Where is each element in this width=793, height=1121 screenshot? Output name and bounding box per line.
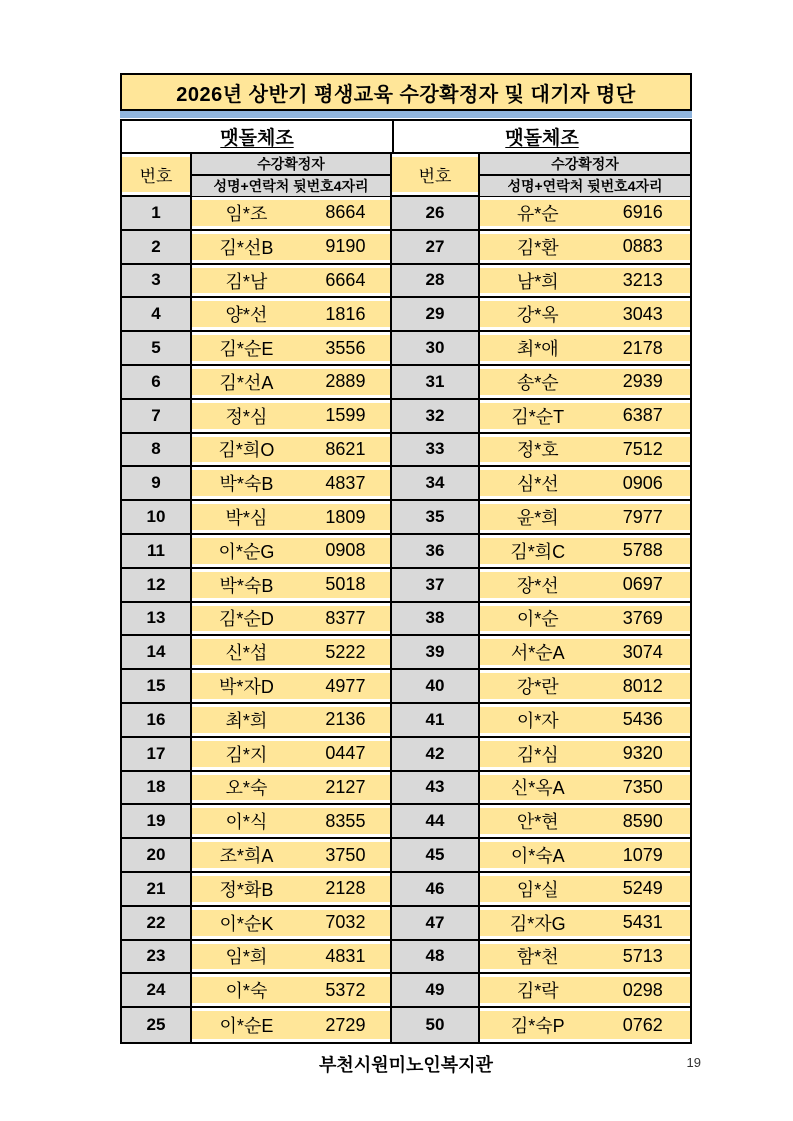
entry-highlight xyxy=(480,470,690,496)
attendee-phone-digits: 2178 xyxy=(622,337,663,358)
row-entry-cell xyxy=(192,332,392,364)
row-number-cell: 22 xyxy=(122,907,192,939)
organization-footer: 부천시원미노인복지관 xyxy=(319,1055,493,1075)
row-entry-cell xyxy=(192,738,392,770)
attendee-phone-digits: 1079 xyxy=(622,844,663,865)
roster-table xyxy=(120,119,692,1044)
attendee-phone-digits: 4977 xyxy=(325,675,366,696)
attendee-name: 이*자 xyxy=(516,710,559,731)
attendee-name: 임*조 xyxy=(225,203,268,224)
entry-highlight xyxy=(480,808,690,834)
row-number-cell: 19 xyxy=(122,805,192,837)
table-row xyxy=(122,434,690,468)
attendee-phone-digits: 5713 xyxy=(622,945,663,966)
attendee-name: 장*선 xyxy=(516,575,559,596)
row-entry-cell xyxy=(480,1008,690,1042)
attendee-phone-digits: 3556 xyxy=(325,337,366,358)
attendee-phone-digits: 3074 xyxy=(622,641,663,662)
row-entry-cell xyxy=(192,501,392,533)
entry-highlight xyxy=(192,842,390,868)
table-row xyxy=(122,704,690,738)
attendee-name: 심*선 xyxy=(516,474,559,495)
row-entry-cell xyxy=(192,1008,392,1042)
attendee-name: 김*선B xyxy=(219,237,274,258)
attendee-phone-digits: 5018 xyxy=(325,574,366,595)
attendee-phone-digits: 2889 xyxy=(325,371,366,392)
row-number-cell: 49 xyxy=(392,974,480,1006)
row-number-cell: 48 xyxy=(392,941,480,973)
row-number-cell: 38 xyxy=(392,603,480,635)
row-number-cell: 36 xyxy=(392,535,480,567)
attendee-phone-digits: 1599 xyxy=(325,405,366,426)
row-entry-cell xyxy=(480,941,690,973)
attendee-phone-digits: 3213 xyxy=(622,269,663,290)
row-entry-cell xyxy=(480,231,690,263)
row-number-cell: 33 xyxy=(392,434,480,466)
column-header-row xyxy=(122,154,690,197)
row-number-cell: 2 xyxy=(122,231,192,263)
attendee-phone-digits: 3043 xyxy=(622,303,663,324)
row-entry-cell xyxy=(192,400,392,432)
entry-highlight xyxy=(192,775,390,801)
row-entry-cell xyxy=(480,636,690,668)
row-number-cell: 11 xyxy=(122,535,192,567)
entry-highlight xyxy=(192,1011,390,1039)
entry-highlight xyxy=(480,977,690,1003)
row-number-cell: 44 xyxy=(392,805,480,837)
row-number-cell: 14 xyxy=(122,636,192,668)
attendee-phone-digits: 8012 xyxy=(622,675,663,696)
row-entry-cell xyxy=(480,400,690,432)
page-number: 19 xyxy=(686,1055,701,1070)
entry-highlight xyxy=(192,741,390,767)
attendee-name: 서*순A xyxy=(510,643,565,664)
entry-highlight xyxy=(480,741,690,767)
course-name-label: 맷돌체조 xyxy=(220,128,294,149)
attendee-name: 이*숙 xyxy=(225,981,268,1002)
table-row xyxy=(122,298,690,332)
row-entry-cell xyxy=(192,704,392,736)
row-number-cell: 12 xyxy=(122,569,192,601)
attendee-phone-digits: 5788 xyxy=(622,540,663,561)
row-number-cell: 10 xyxy=(122,501,192,533)
attendee-name: 김*환 xyxy=(516,237,559,258)
row-entry-cell xyxy=(192,873,392,905)
entry-highlight xyxy=(480,775,690,801)
row-entry-cell xyxy=(192,974,392,1006)
entry-highlight xyxy=(480,842,690,868)
row-entry-cell xyxy=(192,298,392,330)
attendee-name: 김*락 xyxy=(516,981,559,1002)
table-row xyxy=(122,772,690,806)
attendee-name: 정*호 xyxy=(516,440,559,461)
row-number-cell: 34 xyxy=(392,467,480,499)
row-entry-cell xyxy=(480,366,690,398)
entry-highlight xyxy=(480,504,690,530)
attendee-phone-digits: 0697 xyxy=(622,574,663,595)
attendee-phone-digits: 8377 xyxy=(325,607,366,628)
table-row xyxy=(122,839,690,873)
entry-highlight xyxy=(192,639,390,665)
entry-highlight xyxy=(480,606,690,632)
attendee-phone-digits: 7512 xyxy=(622,438,663,459)
attendee-phone-digits: 5222 xyxy=(325,641,366,662)
row-entry-cell xyxy=(480,603,690,635)
document-title: 2026년 상반기 평생교육 수강확정자 및 대기자 명단 xyxy=(120,73,692,111)
attendee-name: 송*순 xyxy=(516,372,559,393)
attendee-name: 조*희A xyxy=(219,846,274,867)
entry-highlight xyxy=(480,707,690,733)
row-number-cell: 50 xyxy=(392,1008,480,1042)
row-entry-cell xyxy=(480,501,690,533)
attendee-name: 신*섭 xyxy=(225,643,268,664)
course-name-label: 맷돌체조 xyxy=(505,128,579,149)
attendee-phone-digits: 8355 xyxy=(325,810,366,831)
attendee-phone-digits: 5249 xyxy=(622,878,663,899)
attendee-name: 오*숙 xyxy=(225,778,268,799)
course-name-left xyxy=(122,121,394,152)
number-column-header-right xyxy=(392,154,480,195)
entry-highlight xyxy=(480,268,690,294)
row-number-cell: 26 xyxy=(392,197,480,229)
attendee-name: 임*실 xyxy=(516,879,559,900)
table-row xyxy=(122,1008,690,1042)
row-number-cell: 37 xyxy=(392,569,480,601)
table-row xyxy=(122,636,690,670)
attendee-name: 김*남 xyxy=(225,271,268,292)
roster-document xyxy=(120,73,692,1044)
entry-highlight xyxy=(192,437,390,463)
entry-highlight xyxy=(192,977,390,1003)
attendee-phone-digits: 8664 xyxy=(325,202,366,223)
entry-highlight xyxy=(192,808,390,834)
row-entry-cell xyxy=(480,535,690,567)
row-number-cell: 31 xyxy=(392,366,480,398)
row-number-cell: 29 xyxy=(392,298,480,330)
table-row xyxy=(122,569,690,603)
row-number-cell: 46 xyxy=(392,873,480,905)
row-number-cell: 16 xyxy=(122,704,192,736)
attendee-name: 최*희 xyxy=(225,710,268,731)
attendee-phone-digits: 9190 xyxy=(325,236,366,257)
row-entry-cell xyxy=(480,197,690,229)
table-body xyxy=(122,197,690,1042)
table-row xyxy=(122,907,690,941)
attendee-name: 김*선A xyxy=(219,372,274,393)
attendee-phone-digits: 3769 xyxy=(622,607,663,628)
row-entry-cell xyxy=(480,738,690,770)
row-entry-cell xyxy=(480,873,690,905)
attendee-phone-digits: 2128 xyxy=(325,878,366,899)
course-header-row xyxy=(122,121,690,154)
attendee-name: 이*식 xyxy=(225,812,268,833)
attendee-name: 안*현 xyxy=(516,812,559,833)
row-entry-cell xyxy=(192,231,392,263)
entry-highlight xyxy=(480,572,690,598)
attendee-phone-digits: 7032 xyxy=(325,912,366,933)
entry-highlight xyxy=(480,639,690,665)
row-number-cell: 30 xyxy=(392,332,480,364)
row-number-cell: 39 xyxy=(392,636,480,668)
entry-highlight xyxy=(192,200,390,226)
attendee-name: 박*숙B xyxy=(219,575,274,596)
table-row xyxy=(122,197,690,231)
table-row xyxy=(122,873,690,907)
row-entry-cell xyxy=(480,298,690,330)
entry-highlight xyxy=(480,301,690,327)
attendee-phone-digits: 0908 xyxy=(325,540,366,561)
entry-highlight xyxy=(480,910,690,936)
table-row xyxy=(122,332,690,366)
attendee-phone-digits: 2729 xyxy=(325,1014,366,1035)
row-entry-cell xyxy=(192,772,392,804)
entry-highlight xyxy=(192,707,390,733)
row-number-cell: 40 xyxy=(392,670,480,702)
row-number-cell: 5 xyxy=(122,332,192,364)
title-accent-band xyxy=(120,111,692,118)
row-number-cell: 20 xyxy=(122,839,192,871)
attendee-phone-digits: 9320 xyxy=(622,743,663,764)
attendee-name: 함*천 xyxy=(516,947,559,968)
row-entry-cell xyxy=(480,670,690,702)
attendee-name: 이*순E xyxy=(219,1016,274,1037)
row-entry-cell xyxy=(192,535,392,567)
entry-highlight xyxy=(192,944,390,970)
row-number-cell: 27 xyxy=(392,231,480,263)
entry-highlight xyxy=(480,200,690,226)
row-number-cell: 18 xyxy=(122,772,192,804)
row-number-cell: 7 xyxy=(122,400,192,432)
row-entry-cell xyxy=(192,907,392,939)
table-row xyxy=(122,366,690,400)
entry-highlight xyxy=(480,673,690,699)
entry-highlight xyxy=(480,876,690,902)
attendee-name: 임*희 xyxy=(225,947,268,968)
attendee-name: 김*지 xyxy=(225,744,268,765)
entry-highlight xyxy=(192,538,390,564)
row-number-cell: 8 xyxy=(122,434,192,466)
table-row xyxy=(122,535,690,569)
attendee-phone-digits: 0298 xyxy=(622,979,663,1000)
row-number-cell: 6 xyxy=(122,366,192,398)
row-entry-cell xyxy=(192,839,392,871)
entry-highlight xyxy=(192,335,390,361)
table-row xyxy=(122,467,690,501)
attendee-name: 김*자G xyxy=(509,913,566,934)
attendee-name: 윤*희 xyxy=(516,508,559,529)
table-row xyxy=(122,670,690,704)
attendee-name: 김*희O xyxy=(218,440,275,461)
row-number-cell: 13 xyxy=(122,603,192,635)
attendee-phone-digits: 2939 xyxy=(622,371,663,392)
entry-highlight xyxy=(480,944,690,970)
entry-highlight xyxy=(480,234,690,260)
row-number-cell: 15 xyxy=(122,670,192,702)
attendee-name: 이*숙A xyxy=(510,846,565,867)
table-row xyxy=(122,974,690,1008)
attendee-name: 강*란 xyxy=(516,677,559,698)
attendee-phone-digits: 0906 xyxy=(622,472,663,493)
confirmed-header-label: 수강확정자 xyxy=(192,154,390,176)
row-entry-cell xyxy=(192,265,392,297)
attendee-phone-digits: 4837 xyxy=(325,472,366,493)
attendee-name: 김*순E xyxy=(219,339,274,360)
attendee-name: 박*심 xyxy=(225,508,268,529)
entry-highlight xyxy=(192,876,390,902)
row-entry-cell xyxy=(480,265,690,297)
entry-highlight xyxy=(192,403,390,429)
attendee-name: 이*순K xyxy=(219,913,274,934)
attendee-name: 김*순D xyxy=(219,609,274,630)
table-row xyxy=(122,738,690,772)
row-entry-cell xyxy=(192,805,392,837)
row-number-cell: 23 xyxy=(122,941,192,973)
row-entry-cell xyxy=(480,467,690,499)
attendee-phone-digits: 5436 xyxy=(622,709,663,730)
row-number-cell: 47 xyxy=(392,907,480,939)
table-row xyxy=(122,400,690,434)
number-header-label: 번호 xyxy=(392,157,478,192)
attendee-name: 강*옥 xyxy=(516,305,559,326)
attendee-phone-digits: 1809 xyxy=(325,506,366,527)
row-entry-cell xyxy=(192,467,392,499)
entry-highlight xyxy=(192,673,390,699)
entry-highlight xyxy=(480,335,690,361)
entry-highlight xyxy=(192,910,390,936)
row-number-cell: 32 xyxy=(392,400,480,432)
entry-highlight xyxy=(192,301,390,327)
row-entry-cell xyxy=(192,603,392,635)
entry-highlight xyxy=(192,470,390,496)
row-number-cell: 28 xyxy=(392,265,480,297)
entry-highlight xyxy=(480,403,690,429)
row-entry-cell xyxy=(192,569,392,601)
entry-highlight xyxy=(480,437,690,463)
row-entry-cell xyxy=(480,974,690,1006)
attendee-name: 최*애 xyxy=(516,339,559,360)
attendee-phone-digits: 6664 xyxy=(325,269,366,290)
entry-highlight xyxy=(192,572,390,598)
row-number-cell: 43 xyxy=(392,772,480,804)
attendee-name: 이*순 xyxy=(516,609,559,630)
confirmed-header-label: 수강확정자 xyxy=(480,154,690,176)
attendee-name: 이*순G xyxy=(218,541,275,562)
table-row xyxy=(122,265,690,299)
attendee-name: 정*심 xyxy=(225,406,268,427)
table-row xyxy=(122,941,690,975)
attendee-name: 신*옥A xyxy=(510,778,565,799)
attendee-phone-digits: 0447 xyxy=(325,743,366,764)
attendee-name: 김*숙P xyxy=(510,1016,565,1037)
entry-highlight xyxy=(480,1011,690,1039)
row-number-cell: 25 xyxy=(122,1008,192,1042)
attendee-phone-digits: 0762 xyxy=(622,1014,663,1035)
attendee-name: 유*순 xyxy=(516,203,559,224)
entry-highlight xyxy=(192,504,390,530)
attendee-name: 박*자D xyxy=(219,677,274,698)
row-number-cell: 4 xyxy=(122,298,192,330)
attendee-phone-digits: 2127 xyxy=(325,776,366,797)
row-number-cell: 45 xyxy=(392,839,480,871)
row-entry-cell xyxy=(192,941,392,973)
attendee-phone-digits: 4831 xyxy=(325,945,366,966)
row-number-cell: 35 xyxy=(392,501,480,533)
attendee-name: 양*선 xyxy=(225,305,268,326)
row-number-cell: 21 xyxy=(122,873,192,905)
entry-highlight xyxy=(480,369,690,395)
table-row xyxy=(122,805,690,839)
row-entry-cell xyxy=(192,197,392,229)
attendee-name: 김*희C xyxy=(510,541,566,562)
entry-highlight xyxy=(192,234,390,260)
attendee-phone-digits: 1816 xyxy=(325,303,366,324)
row-number-cell: 1 xyxy=(122,197,192,229)
table-row xyxy=(122,231,690,265)
row-entry-cell xyxy=(192,636,392,668)
entry-highlight xyxy=(480,538,690,564)
row-entry-cell xyxy=(480,805,690,837)
row-number-cell: 9 xyxy=(122,467,192,499)
row-entry-cell xyxy=(480,569,690,601)
row-entry-cell xyxy=(480,434,690,466)
entry-highlight xyxy=(192,369,390,395)
row-entry-cell xyxy=(480,704,690,736)
attendee-phone-digits: 2136 xyxy=(325,709,366,730)
entry-highlight xyxy=(192,606,390,632)
attendee-phone-digits: 5372 xyxy=(325,979,366,1000)
row-entry-cell xyxy=(192,434,392,466)
attendee-phone-digits: 6916 xyxy=(622,202,663,223)
row-number-cell: 17 xyxy=(122,738,192,770)
row-entry-cell xyxy=(480,772,690,804)
attendee-name: 김*순T xyxy=(511,406,565,427)
attendee-phone-digits: 0883 xyxy=(622,236,663,257)
attendee-name: 김*심 xyxy=(516,744,559,765)
table-row xyxy=(122,501,690,535)
attendee-phone-digits: 8590 xyxy=(622,810,663,831)
entry-highlight xyxy=(192,268,390,294)
attendee-phone-digits: 7350 xyxy=(622,776,663,797)
row-entry-cell xyxy=(480,839,690,871)
number-header-label: 번호 xyxy=(122,157,190,192)
attendee-phone-digits: 6387 xyxy=(622,405,663,426)
number-column-header-left xyxy=(122,154,192,195)
row-number-cell: 41 xyxy=(392,704,480,736)
row-entry-cell xyxy=(192,366,392,398)
name-contact-header-label: 성명+연락처 뒷번호4자리 xyxy=(192,176,390,196)
attendee-phone-digits: 5431 xyxy=(622,912,663,933)
course-name-right xyxy=(394,121,690,152)
row-entry-cell xyxy=(192,670,392,702)
attendee-name: 남*희 xyxy=(516,271,559,292)
table-row xyxy=(122,603,690,637)
row-number-cell: 24 xyxy=(122,974,192,1006)
attendee-name: 정*화B xyxy=(219,879,274,900)
row-number-cell: 3 xyxy=(122,265,192,297)
name-contact-header-label: 성명+연락처 뒷번호4자리 xyxy=(480,176,690,196)
row-entry-cell xyxy=(480,907,690,939)
entry-column-header-right xyxy=(480,154,690,195)
row-number-cell: 42 xyxy=(392,738,480,770)
entry-column-header-left xyxy=(192,154,392,195)
row-entry-cell xyxy=(480,332,690,364)
attendee-name: 박*숙B xyxy=(219,474,274,495)
attendee-phone-digits: 3750 xyxy=(325,844,366,865)
attendee-phone-digits: 7977 xyxy=(622,506,663,527)
attendee-phone-digits: 8621 xyxy=(325,438,366,459)
